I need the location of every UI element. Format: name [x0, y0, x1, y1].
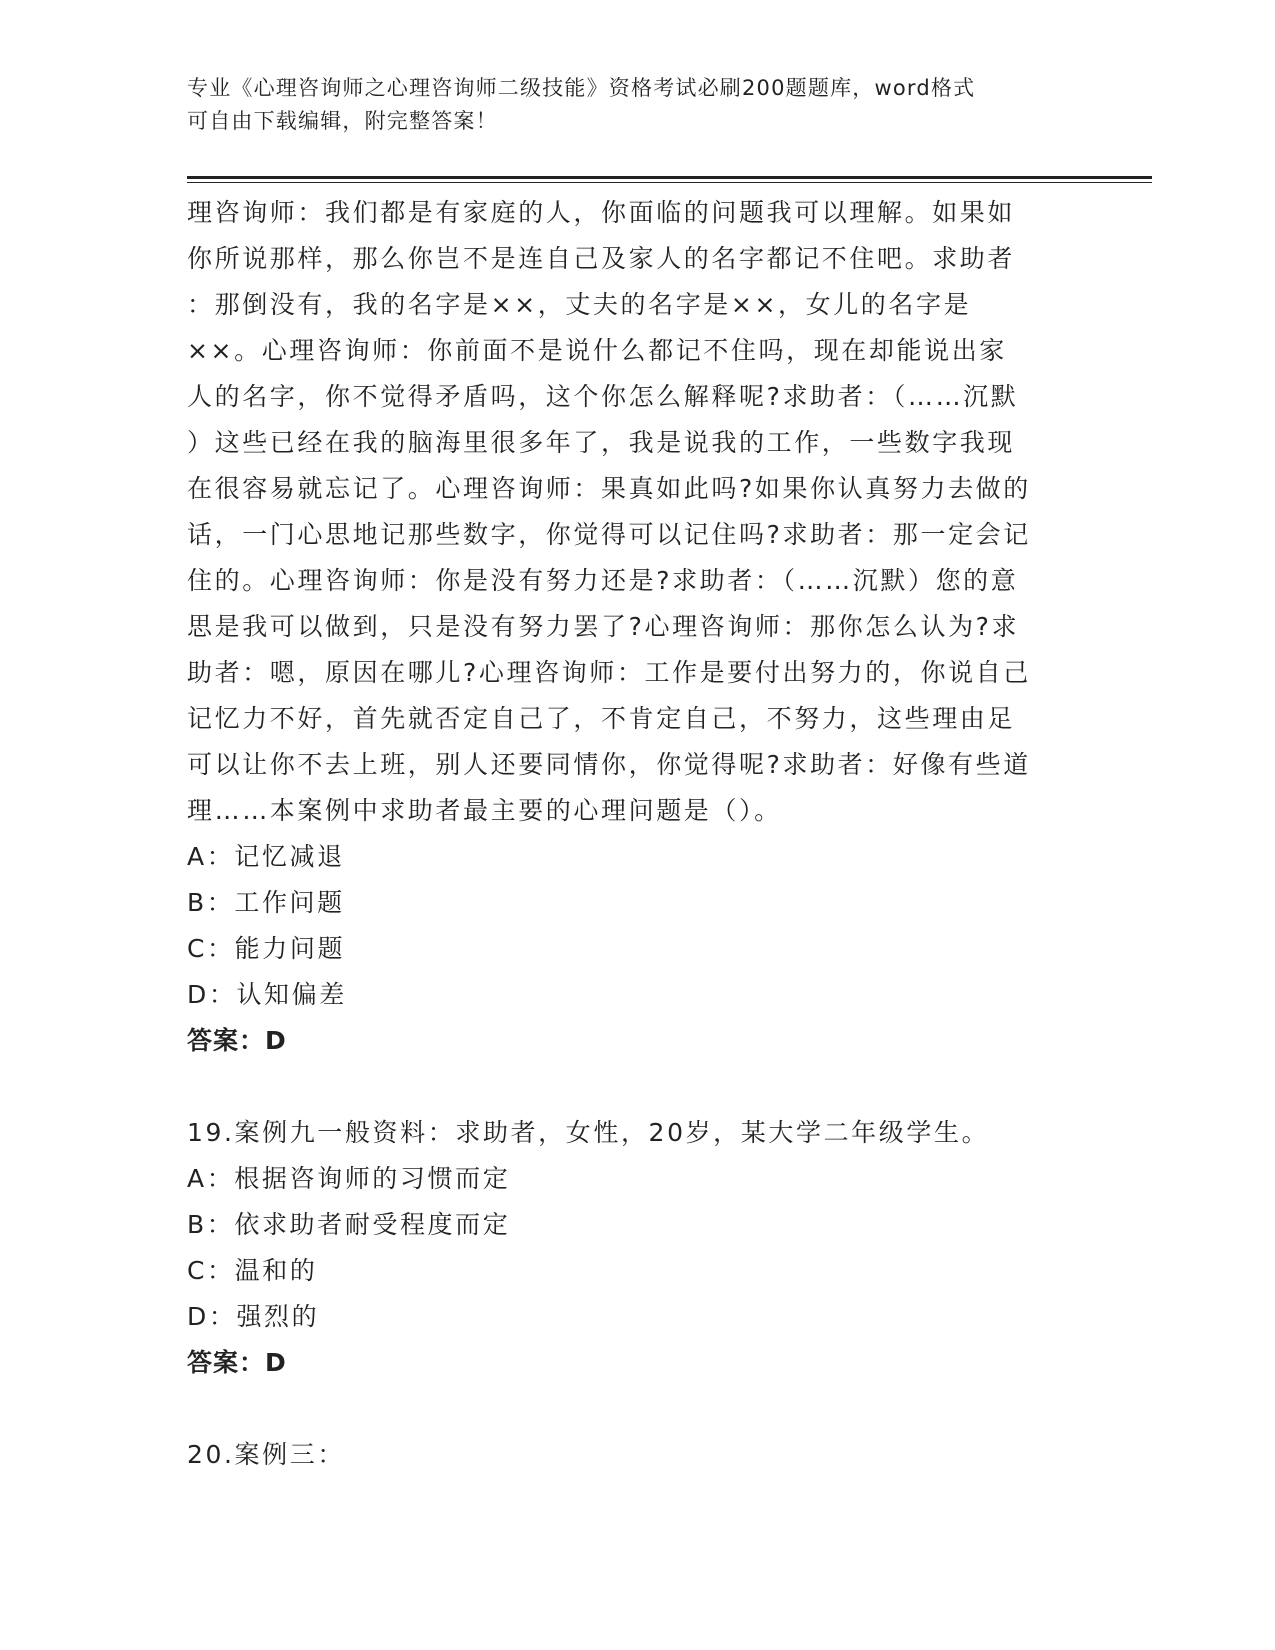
question-text-line: 可以让你不去上班，别人还要同情你，你觉得呢?求助者：好像有些道: [187, 750, 1031, 779]
document-body: [187, 190, 1077, 1478]
question-text-line: 住的。心理咨询师：你是没有努力还是?求助者：（……沉默）您的意: [187, 566, 1019, 595]
option-b: B：工作问题: [187, 888, 345, 917]
option-c: C：温和的: [187, 1256, 318, 1285]
question-text-line: 思是我可以做到，只是没有努力罢了?心理咨询师：那你怎么认为?求: [187, 612, 1020, 641]
question-text-line: 理……本案例中求助者最主要的心理问题是（）。: [187, 796, 782, 825]
question-text-line: 在很容易就忘记了。心理咨询师：果真如此吗?如果你认真努力去做的: [187, 474, 1031, 503]
header-line-1: 专业《心理咨询师之心理咨询师二级技能》资格考试必刷200题题库，word格式: [187, 76, 976, 100]
question-text: 20.案例三：: [187, 1440, 345, 1469]
question-text: 19.案例九一般资料：求助者，女性，20岁，某大学二年级学生。: [187, 1118, 990, 1147]
document-header: [187, 72, 1067, 138]
option-a: A：记忆减退: [187, 842, 345, 871]
spacer: [187, 1064, 1077, 1110]
header-line-2: 可自由下载编辑，附完整答案！: [187, 109, 498, 133]
option-d: D：认知偏差: [187, 980, 347, 1009]
question-text-line: ××。心理咨询师：你前面不是说什么都记不住吗，现在却能说出家: [187, 336, 1007, 365]
question-text-line: 记忆力不好，首先就否定自己了，不肯定自己，不努力，这些理由足: [187, 704, 1016, 733]
question-text-line: 话，一门心思地记那些数字，你觉得可以记住吗?求助者：那一定会记: [187, 520, 1031, 549]
spacer: [187, 1386, 1077, 1432]
question-18: [187, 190, 1077, 1064]
header-divider-thick: [187, 176, 1152, 179]
question-19: [187, 1110, 1077, 1386]
option-a: A：根据咨询师的习惯而定: [187, 1164, 511, 1193]
question-text-line: 助者：嗯，原因在哪儿?心理咨询师：工作是要付出努力的，你说自己: [187, 658, 1031, 687]
question-text-line: 人的名字，你不觉得矛盾吗，这个你怎么解释呢?求助者：（……沉默: [187, 382, 1019, 411]
option-c: C：能力问题: [187, 934, 346, 963]
answer: 答案：D: [187, 1026, 287, 1055]
question-text-line: ）这些已经在我的脑海里很多年了，我是说我的工作，一些数字我现: [187, 428, 1016, 457]
answer: 答案：D: [187, 1348, 287, 1377]
header-divider-thin: [187, 182, 1152, 183]
option-b: B：依求助者耐受程度而定: [187, 1210, 511, 1239]
question-20: [187, 1432, 1077, 1478]
option-d: D：强烈的: [187, 1302, 320, 1331]
question-text-line: 你所说那样，那么你岂不是连自己及家人的名字都记不住吧。求助者: [187, 244, 1016, 273]
question-text-line: ：那倒没有，我的名字是××，丈夫的名字是××，女儿的名字是: [187, 290, 972, 319]
question-text-line: 理咨询师：我们都是有家庭的人，你面临的问题我可以理解。如果如: [187, 198, 1016, 227]
